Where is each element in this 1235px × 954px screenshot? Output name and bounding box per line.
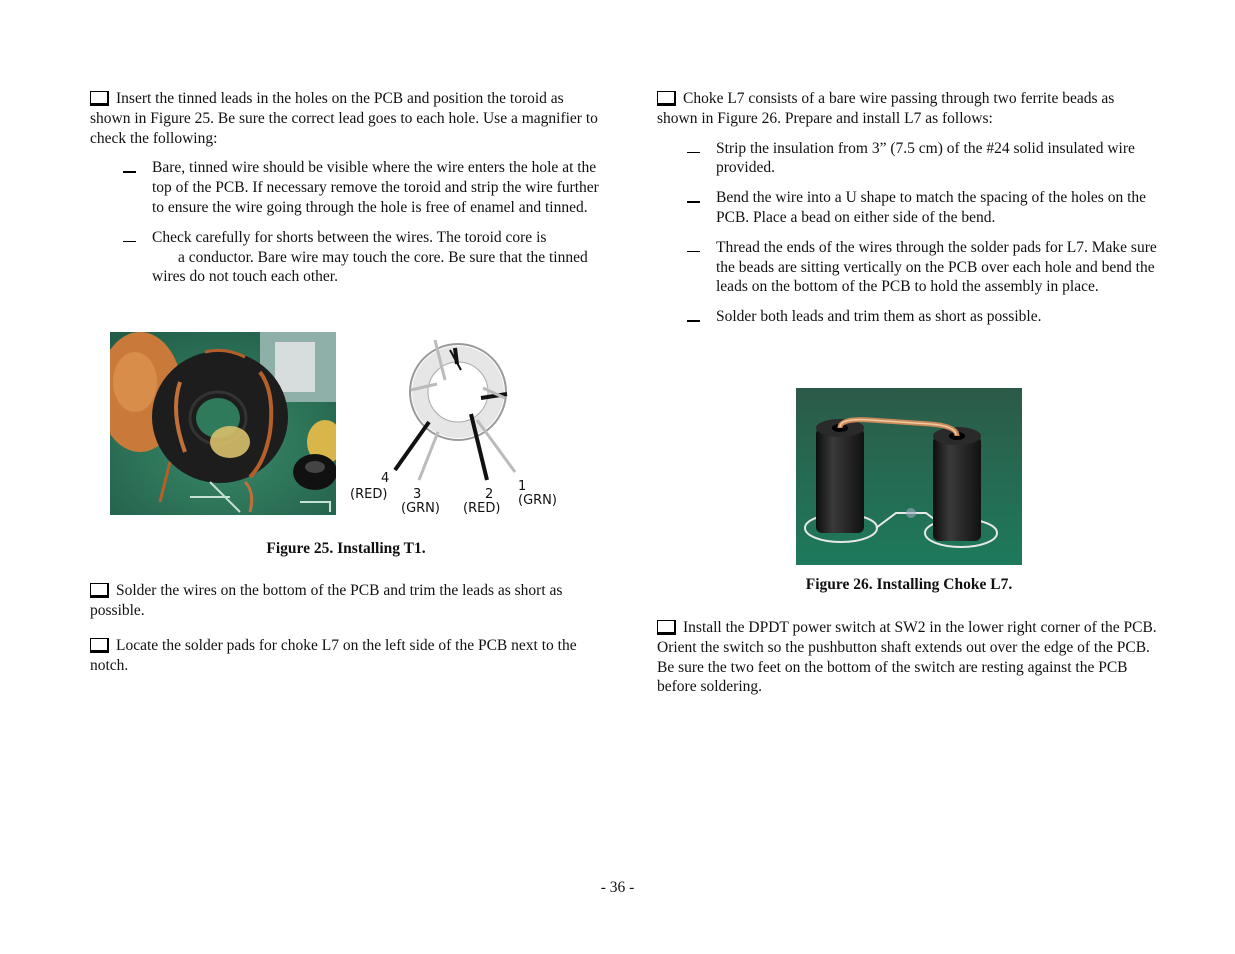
figure-26-caption: Figure 26. Installing Choke L7. [805, 576, 1013, 593]
toroid-wiring-diagram [345, 340, 575, 520]
step-install-switch: Install the DPDT power switch at SW2 in the lower right corner of the PCB. Orient the switch so the pushbutton shaft extends out over the edge of the PCB. Be sure the two feet on the bottom of the switch are resting against the PCB before soldering. [657, 619, 1157, 696]
checkbox-icon[interactable] [657, 620, 676, 635]
step-insert-toroid [90, 89, 602, 148]
toroid-photo [110, 332, 336, 515]
dash-bullet-icon [123, 241, 136, 243]
lead-4-number: 4 [381, 471, 390, 486]
check-list [657, 139, 1157, 327]
checkbox-icon[interactable] [657, 91, 676, 106]
right-column [657, 89, 1157, 327]
lead-3-color: (GRN) [401, 501, 440, 516]
page-number: - 36 - [600, 879, 635, 896]
checkbox-icon[interactable] [90, 638, 109, 653]
lead-1-color: (GRN) [518, 493, 557, 508]
list-item: Thread the ends of the wires through the solder pads for L7. Make sure the beads are sitting vertically on the PCB over each hole and bend the leads on the bottom of the PCB to hold the assembly in place. [657, 238, 1157, 297]
step-solder-wires: Solder the wires on the bottom of the PCB and trim the leads as short as possible. [90, 582, 563, 619]
dash-bullet-icon [687, 152, 700, 154]
dash-bullet-icon [687, 201, 700, 203]
lead-1-number: 1 [518, 479, 527, 494]
dash-bullet-icon [687, 251, 700, 253]
figure-25-caption: Figure 25. Installing T1. [266, 540, 426, 557]
step-text: Insert the tinned leads in the holes on the PCB and position the toroid as shown in Figure 25. Be sure the correct lead goes to each hole. Use a magnifier to check the following: [90, 90, 598, 147]
dash-bullet-icon [123, 171, 136, 173]
step-choke-l7: Choke L7 consists of a bare wire passing through two ferrite beads as shown in Figure 26. Prepare and install L7 as follows: [657, 90, 1115, 127]
check-list [90, 158, 602, 287]
lead-2-number: 2 [485, 487, 494, 502]
dash-bullet-icon [687, 320, 700, 322]
list-item: Strip the insulation from 3” (7.5 cm) of the #24 solid insulated wire provided. [657, 139, 1157, 179]
lead-2-color: (RED) [463, 501, 501, 516]
lead-4-color: (RED) [350, 487, 388, 502]
list-item: Bare, tinned wire should be visible where the wire enters the hole at the top of the PCB. If necessary remove the toroid and strip the wire further to ensure the wire going through the hole is free of enamel and tinned. [90, 158, 602, 217]
choke-l7-photo [796, 388, 1022, 565]
checkbox-icon[interactable] [90, 91, 109, 106]
checkbox-icon[interactable] [90, 583, 109, 598]
left-column [90, 89, 602, 287]
step-locate-pads: Locate the solder pads for choke L7 on the left side of the PCB next to the notch. [90, 637, 577, 674]
lead-3-number: 3 [413, 487, 422, 502]
list-item: Bend the wire into a U shape to match the spacing of the holes on the PCB. Place a bead on either side of the bend. [657, 188, 1157, 228]
list-item: Solder both leads and trim them as short as possible. [657, 307, 1157, 327]
list-item: Check carefully for shorts between the wires. The toroid core is a conductor. Bare wire may touch the core. Be sure that the tinned wires do not touch each other. [90, 228, 602, 287]
